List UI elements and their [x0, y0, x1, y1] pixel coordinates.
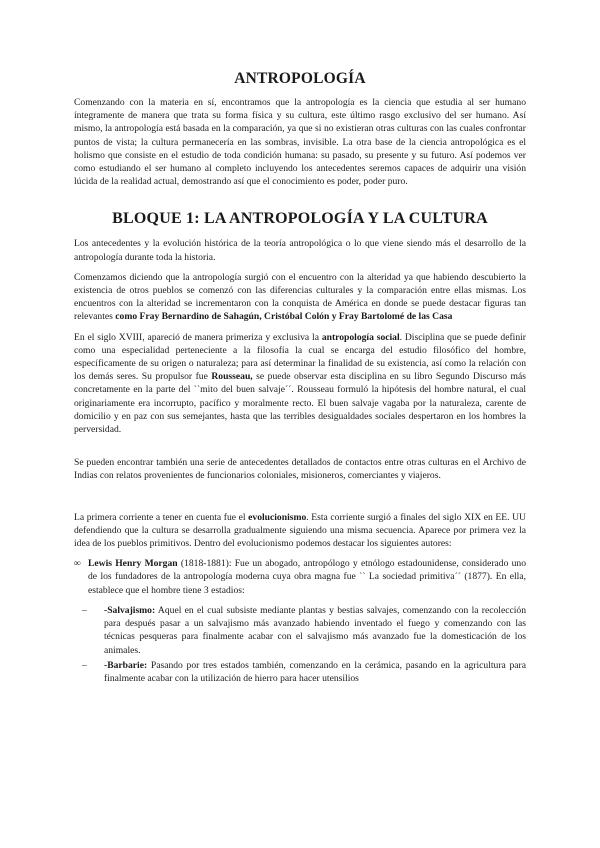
- paragraph-siglo-xviii: [74, 331, 526, 437]
- paragraph-siglo-xviii-bold2: Rousseau,: [211, 371, 253, 383]
- stage-name: -Barbarie:: [104, 659, 148, 671]
- paragraph-alteridad-bold: como Fray Bernardino de Sahagún, Cristóbal Colón y Fray Bartolomé de las Casa: [115, 311, 453, 323]
- paragraph-siglo-xviii-c: se puede observar esta disciplina en su libro Segundo Discurso más concretamente en la parte del ``mito del buen salvaje´´. Rousseau formuló la hipótesis del hombre natural, el cual originariamente era incorrupto, pacífico y moralmente recto. El buen salvaje vagaba por la naturaleza, carente de domicilio y en paz con sus semejantes, hasta que las terribles desigualdades sociales despertaron en los hombres la perversidad.: [74, 371, 527, 436]
- dash-bullet-icon: –: [82, 659, 87, 671]
- paragraph-siglo-xviii-bold1: antropología social: [321, 331, 400, 343]
- paragraph-archivo-indias: Se pueden encontrar también una serie de antecedentes detallados de contactos entre otras culturas en el Archivo de Indias con relatos provenientes de funcionarios coloniales, misioneros, comerciantes y viajeros.: [74, 457, 526, 482]
- author-list: [74, 557, 526, 597]
- paragraph-evolucionismo-bold: evolucionismo: [248, 511, 307, 523]
- paragraph-alteridad-text: Comenzamos diciendo que la antropología surgió con el encuentro con la alteridad ya que habiendo descubierto la existencia de otros pueblos se comenzó con las diferencias culturales y la comparación entre ellas mismas. Los encuentros con la alteridad se incrementaron con la conquista de América en donde se puede destacar figuras tan relevantes: [74, 271, 526, 323]
- stage-name: -Salvajismo:: [104, 604, 156, 616]
- list-item-stage: [82, 659, 526, 685]
- paragraph-evolucionismo-a: La primera corriente a tener en cuenta fue el: [74, 511, 249, 523]
- section-title: BLOQUE 1: LA ANTROPOLOGÍA Y LA CULTURA: [112, 210, 488, 228]
- intro-paragraph: Comenzando con la materia en sí, encontramos que la antropología es la ciencia que estudia al ser humano íntegramente de manera que trata su forma física y su cultura, este último rasgo exclusivo del ser humano. Así mismo, la antropología está basada en la comparación, ya que si no existieran otras culturas con las cuales confrontar puntos de vista; la cultura permanecería en las sombras, invisible. La otra base de la ciencia antropológica es el holismo que consiste en el estudio de toda condición humana: su pasado, su presente y su futuro. Así podemos ver como estudiando el ser humano al completo incluyendo los antecedentes seremos capaces de adquirir una visión lúcida de la realidad actual, demostrando así que el conocimiento es poder, poder puro.: [74, 97, 526, 188]
- stage-text: Pasando por tres estados también, comenzando en la cerámica, pasando en la agricultura para finalmente acabar con la utilización de hierro para hacer utensilios: [104, 659, 526, 684]
- paragraph-evolucionismo: [74, 511, 526, 551]
- morgan-text: (1818-1881): Fue un abogado, antropólogo y etnólogo estadounidense, considerado uno de los fundadores de la antropología moderna cuya obra magna fue `` La sociedad primitiva´´ (1877). En ella, establece que el hombre tiene 3 estadios:: [88, 558, 527, 596]
- stage-text: Aquel en el cual subsiste mediante plantas y bestias salvajes, comenzando con la recolección para después pasar a un salvajismo más avanzado habiendo inventado el fuego y comenzando con las técnicas pesqueras para finalmente acabar con el salvajismo más avanzado fue la domesticación de los animales.: [104, 604, 526, 656]
- morgan-name: Lewis Henry Morgan: [88, 558, 178, 570]
- list-item-stage: [82, 604, 526, 657]
- dash-bullet-icon: –: [82, 604, 87, 616]
- paragraph-evolucionismo-b: . Esta corriente surgió a finales del siglo XIX en EE. UU defendiendo que la cultura se desarrolla gradualmente siguiendo una misma secuencia. Aparece por primera vez la idea de los pueblos primitivos. Dentro del evolucionismo podemos destacar los siguientes autores:: [74, 511, 526, 550]
- paragraph-siglo-xviii-a: En el siglo XVIII, apareció de manera primeriza y exclusiva la: [74, 331, 322, 343]
- paragraph-antecedentes: Los antecedentes y la evolución histórica de la teoría antropológica o lo que viene siendo más el desarrollo de la antropología durante toda la historia.: [74, 238, 526, 263]
- paragraph-siglo-xviii-b: . Disciplina que se puede definir como una especialidad perteneciente a la filosofía la cual se encarga del estudio filosófico del hombre, específicamente de su origen o naturaleza; para así determinar la finalidad de su existencia, así como la relación con los demás seres. Su propulsor fue: [74, 331, 526, 383]
- list-item-morgan: [74, 557, 526, 597]
- page-title: ANTROPOLOGÍA: [234, 70, 366, 87]
- infinity-bullet-icon: ∞: [74, 558, 81, 570]
- stages-list: [82, 604, 526, 685]
- paragraph-alteridad: [74, 271, 526, 324]
